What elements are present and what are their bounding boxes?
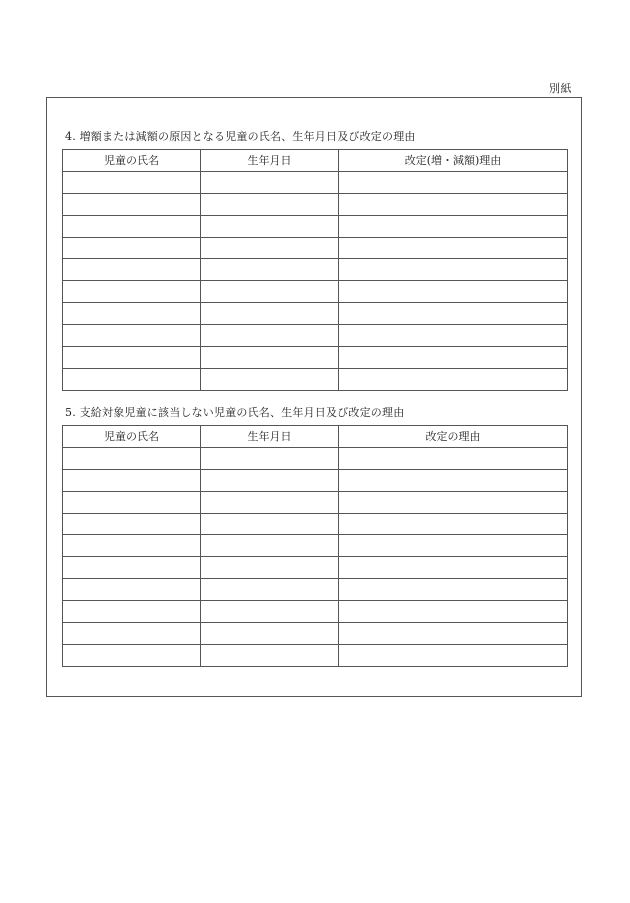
table-row [63, 513, 568, 535]
cell-child-name[interactable] [63, 623, 201, 645]
table-row [63, 303, 568, 325]
table-row [63, 215, 568, 237]
cell-birthdate[interactable] [201, 623, 339, 645]
section4-title: 4. 増額または減額の原因となる児童の氏名、生年月日及び改定の理由 [65, 130, 416, 143]
cell-birthdate[interactable] [201, 259, 339, 281]
section5-table [62, 425, 568, 667]
cell-birthdate[interactable] [201, 193, 339, 215]
cell-birthdate[interactable] [201, 513, 339, 535]
cell-child-name[interactable] [63, 469, 201, 491]
cell-reason[interactable] [339, 623, 568, 645]
cell-reason[interactable] [339, 368, 568, 390]
cell-child-name[interactable] [63, 171, 201, 193]
cell-child-name[interactable] [63, 491, 201, 513]
table-row [63, 325, 568, 347]
attachment-label: 別紙 [549, 82, 572, 95]
table-row [63, 491, 568, 513]
cell-reason[interactable] [339, 469, 568, 491]
table-row [63, 623, 568, 645]
cell-reason[interactable] [339, 447, 568, 469]
table-row [63, 579, 568, 601]
header-reason: 改定の理由 [339, 426, 568, 448]
cell-child-name[interactable] [63, 215, 201, 237]
section5-header-row [63, 426, 568, 448]
cell-child-name[interactable] [63, 368, 201, 390]
cell-child-name[interactable] [63, 303, 201, 325]
table-row [63, 281, 568, 303]
cell-child-name[interactable] [63, 237, 201, 259]
cell-reason[interactable] [339, 303, 568, 325]
table-row [63, 447, 568, 469]
cell-reason[interactable] [339, 193, 568, 215]
section4-header-row [63, 150, 568, 172]
cell-child-name[interactable] [63, 579, 201, 601]
cell-child-name[interactable] [63, 281, 201, 303]
cell-reason[interactable] [339, 259, 568, 281]
cell-reason[interactable] [339, 237, 568, 259]
section4-body [63, 171, 568, 390]
header-birthdate: 生年月日 [201, 150, 339, 172]
cell-birthdate[interactable] [201, 303, 339, 325]
section5-title: 5. 支給対象児童に該当しない児童の氏名、生年月日及び改定の理由 [65, 406, 405, 419]
header-child-name: 児童の氏名 [63, 426, 201, 448]
cell-birthdate[interactable] [201, 557, 339, 579]
cell-birthdate[interactable] [201, 644, 339, 666]
table-row [63, 193, 568, 215]
cell-birthdate[interactable] [201, 535, 339, 557]
cell-birthdate[interactable] [201, 171, 339, 193]
cell-reason[interactable] [339, 325, 568, 347]
cell-reason[interactable] [339, 347, 568, 369]
cell-reason[interactable] [339, 513, 568, 535]
cell-birthdate[interactable] [201, 368, 339, 390]
header-child-name: 児童の氏名 [63, 150, 201, 172]
cell-reason[interactable] [339, 557, 568, 579]
table-row [63, 368, 568, 390]
cell-reason[interactable] [339, 579, 568, 601]
cell-birthdate[interactable] [201, 237, 339, 259]
header-reason: 改定(増・減額)理由 [339, 150, 568, 172]
cell-birthdate[interactable] [201, 491, 339, 513]
cell-reason[interactable] [339, 171, 568, 193]
cell-birthdate[interactable] [201, 215, 339, 237]
section5-body [63, 447, 568, 666]
table-row [63, 601, 568, 623]
cell-birthdate[interactable] [201, 325, 339, 347]
cell-reason[interactable] [339, 281, 568, 303]
section4-table [62, 149, 568, 391]
cell-birthdate[interactable] [201, 347, 339, 369]
cell-reason[interactable] [339, 644, 568, 666]
header-birthdate: 生年月日 [201, 426, 339, 448]
cell-child-name[interactable] [63, 259, 201, 281]
cell-reason[interactable] [339, 535, 568, 557]
cell-child-name[interactable] [63, 601, 201, 623]
cell-child-name[interactable] [63, 513, 201, 535]
cell-child-name[interactable] [63, 644, 201, 666]
cell-child-name[interactable] [63, 347, 201, 369]
cell-birthdate[interactable] [201, 601, 339, 623]
table-row [63, 557, 568, 579]
table-row [63, 469, 568, 491]
table-row [63, 644, 568, 666]
cell-child-name[interactable] [63, 535, 201, 557]
cell-birthdate[interactable] [201, 469, 339, 491]
table-row [63, 535, 568, 557]
table-row [63, 347, 568, 369]
cell-reason[interactable] [339, 491, 568, 513]
table-row [63, 237, 568, 259]
cell-child-name[interactable] [63, 193, 201, 215]
table-row [63, 259, 568, 281]
cell-child-name[interactable] [63, 447, 201, 469]
table-row [63, 171, 568, 193]
cell-child-name[interactable] [63, 325, 201, 347]
cell-reason[interactable] [339, 215, 568, 237]
cell-reason[interactable] [339, 601, 568, 623]
cell-birthdate[interactable] [201, 281, 339, 303]
cell-birthdate[interactable] [201, 447, 339, 469]
cell-child-name[interactable] [63, 557, 201, 579]
cell-birthdate[interactable] [201, 579, 339, 601]
